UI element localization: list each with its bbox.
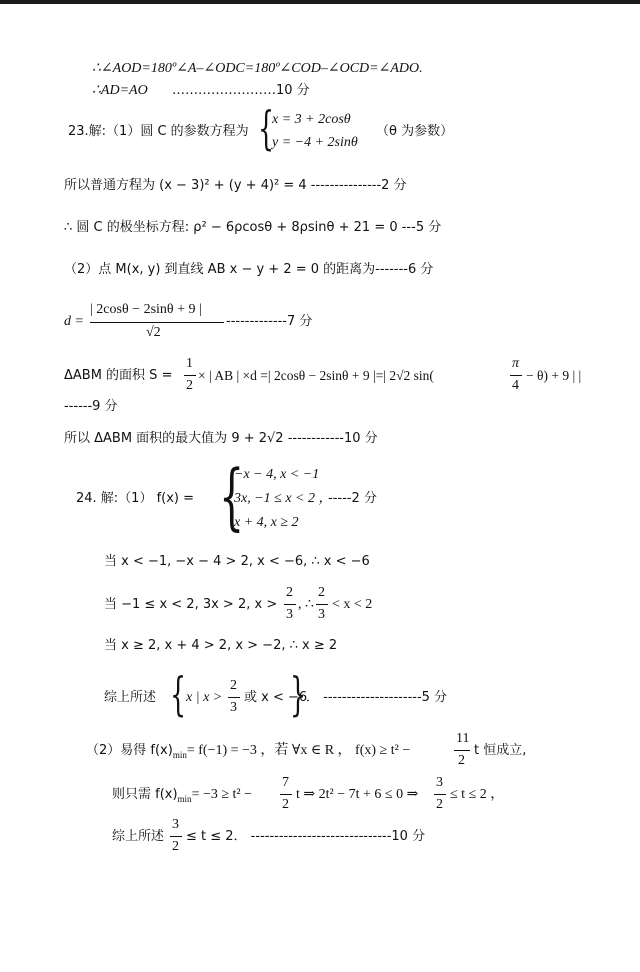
case-1: 当 x < −1, −x − 4 > 2, x < −6, ∴ x < −6 (104, 554, 370, 569)
set-bar (228, 697, 240, 698)
case-2c: < x < 2 (332, 597, 373, 612)
case-2a: 当 −1 ≤ x < 2, 3x > 2, x > (104, 597, 278, 612)
final-result: ≤ t ≤ 2． ------------------------------10 分 (186, 829, 426, 844)
score-5b: ． ---------------------5 分 (306, 690, 448, 705)
half-num: 1 (186, 356, 193, 371)
score-10: ……………………10 分 (172, 83, 310, 98)
p3-bar2 (434, 794, 446, 795)
piece-1: −x − 4, x < −1 (234, 467, 320, 482)
distance-statement: （2）点 M(x, y) 到直线 AB x − y + 2 = 0 的距离为-------6 分 (64, 262, 434, 277)
general-equation: 所以普通方程为 (x − 3)² + (y + 4)² = 4 ---------------2 分 (64, 178, 407, 193)
set-d: 3 (230, 700, 237, 715)
case-3: 当 x ≥ 2, x + 4 > 2, x > −2, ∴ x ≥ 2 (104, 638, 338, 653)
proof-line-2: ∴AD=AO (92, 83, 148, 98)
set-n: 2 (230, 678, 237, 693)
p2-bar (454, 750, 470, 751)
final-d: 2 (172, 839, 179, 854)
piecewise-brace: { (219, 454, 245, 538)
final-label: 综上所述 (112, 829, 165, 844)
param-eq-x: x = 3 + 2cosθ (272, 112, 351, 127)
top-border (0, 0, 640, 4)
min-sub-1: min (172, 749, 187, 760)
case-2-bar2 (316, 604, 328, 605)
case-2b: , ∴ (298, 597, 314, 612)
p3-tail: ≤ t ≤ 2 ， (450, 787, 505, 802)
p3-n2: 3 (436, 775, 443, 790)
part2-line2: 则只需 $f(x)_{min}= -3 \ge t^2$ − (112, 787, 253, 804)
pi-num: π (512, 356, 520, 371)
case-2-n1: 2 (286, 585, 293, 600)
d-numerator: | 2cosθ − 2sinθ + 9 | (90, 302, 202, 317)
p2-d: 2 (458, 753, 465, 768)
d-denominator: √2 (146, 325, 161, 340)
p2-n: 11 (456, 731, 470, 746)
pi-den: 4 (512, 378, 519, 393)
final-bar (170, 836, 182, 837)
p3-d: 2 (282, 797, 289, 812)
final-n: 3 (172, 817, 179, 832)
p3-d2: 2 (436, 797, 443, 812)
case-2-d1: 3 (286, 607, 293, 622)
max-area: 所以 ΔABM 面积的最大值为 9 + 2√2 ------------10 分 (64, 431, 378, 446)
set-expr: x | x > (186, 690, 223, 705)
p2-tail: t 恒成立, (474, 743, 527, 758)
score-7: -------------7 分 (226, 314, 313, 329)
area-lhs: ΔABM 的面积 S = (64, 368, 173, 383)
area-expression: × | AB | ×d =| 2cosθ − 2sinθ + 9 |=| 2√2 sin( (198, 368, 434, 383)
p3-mid: t ⇒ 2t² − 7t + 6 ≤ 0 ⇒ (296, 787, 419, 802)
param-note: （θ 为参数） (376, 124, 454, 139)
set-brace-right: } (290, 667, 307, 721)
p3-bar (280, 794, 292, 795)
min-sub-2: min (177, 793, 192, 804)
area-tail: − θ) + 9 | | (526, 368, 582, 383)
param-eq-y: y = −4 + 2sinθ (272, 135, 358, 150)
case-2-d2: 3 (318, 607, 325, 622)
proof-line-1: ∴∠AOD=180º∠A–∠ODC=180º∠COD–∠OCD=∠ADO. (92, 61, 423, 76)
d-fraction-bar (90, 322, 224, 323)
p3-n: 7 (282, 775, 289, 790)
case-2-n2: 2 (318, 585, 325, 600)
q24-heading: 24. 解:（1） f(x) = (76, 491, 195, 506)
score-2b: -----2 分 (328, 491, 377, 506)
polar-equation: ∴ 圆 C 的极坐标方程: ρ² − 6ρcosθ + 8ρsinθ + 21 = 0 ---5 分 (64, 220, 442, 235)
q23-heading: 23.解:（1）圆 C 的参数方程为 (68, 124, 249, 139)
score-9: ------9 分 (64, 399, 118, 414)
part2-line1: （2）易得 $f(x)_{min}= f(-1) = -3$ ，若 ∀x ∈ R ， f(x) ≥ t² − (86, 743, 411, 760)
set-brace-left: { (170, 667, 187, 721)
half-bar (184, 375, 196, 376)
case-2-bar1 (284, 604, 296, 605)
summary-label: 综上所述 (104, 690, 157, 705)
piece-2: 3x, −1 ≤ x < 2 ， (234, 491, 333, 506)
piece-3: x + 4, x ≥ 2 (234, 515, 299, 530)
system-brace: { (258, 101, 275, 155)
half-den: 2 (186, 378, 193, 393)
pi-bar (510, 375, 522, 376)
set-tail: 或 x < −6 (244, 690, 308, 705)
d-lhs: d = (64, 314, 84, 329)
